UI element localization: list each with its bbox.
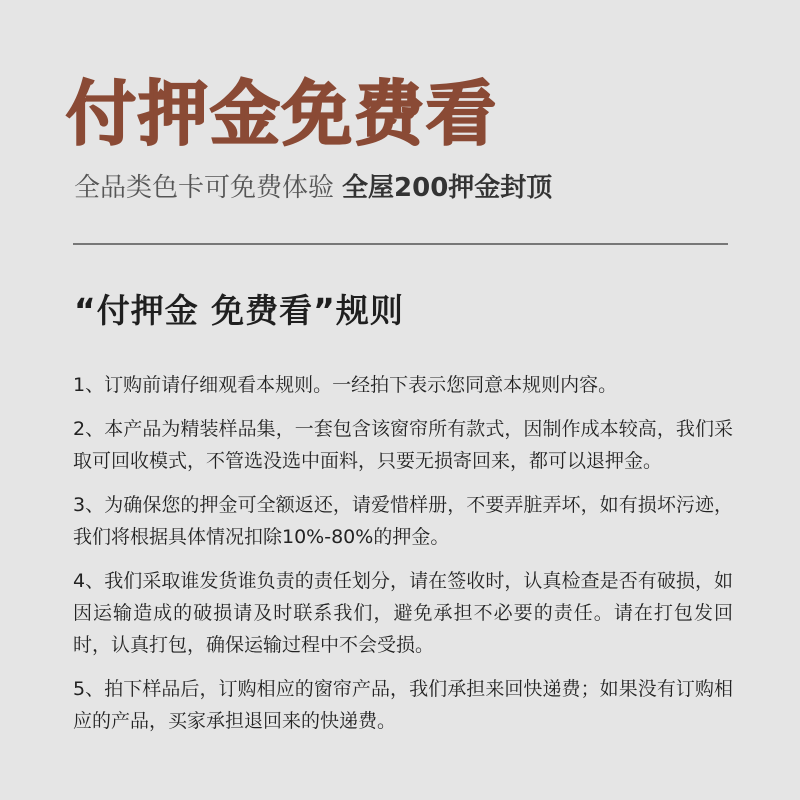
- subtitle-bold: 全屋200押金封顶: [342, 173, 553, 203]
- subtitle: [74, 170, 552, 206]
- rule-item-2: 2、本产品为精装样品集，一套包含该窗帘所有款式，因制作成本较高，我们采取可回收模式，不管选没选中面料，只要无损寄回来，都可以退押金。: [73, 418, 733, 472]
- rule-item-3: 3、为确保您的押金可全额返还，请爱惜样册，不要弄脏弄坏，如有损坏污迹，我们将根据具体情况扣除10%-80%的押金。: [73, 494, 733, 548]
- rule-item-4: 4、我们采取谁发货谁负责的责任划分，请在签收时，认真检查是否有破损，如因运输造成的破损请及时联系我们，避免承担不必要的责任。请在打包发回时，认真打包，确保运输过程中不会受损。: [73, 570, 733, 656]
- divider: [73, 243, 728, 245]
- rule-item-5: 5、拍下样品后，订购相应的窗帘产品，我们承担来回快递费；如果没有订购相应的产品，买家承担退回来的快递费。: [73, 678, 733, 732]
- hero-title: 付押金免费看: [66, 73, 498, 155]
- subtitle-plain: 全品类色卡可免费体验: [74, 173, 335, 203]
- rules-list: [73, 369, 733, 749]
- rule-item-1: 1、订购前请仔细观看本规则。一经拍下表示您同意本规则内容。: [73, 374, 618, 396]
- rules-title: “付押金 免费看”规则: [74, 291, 404, 330]
